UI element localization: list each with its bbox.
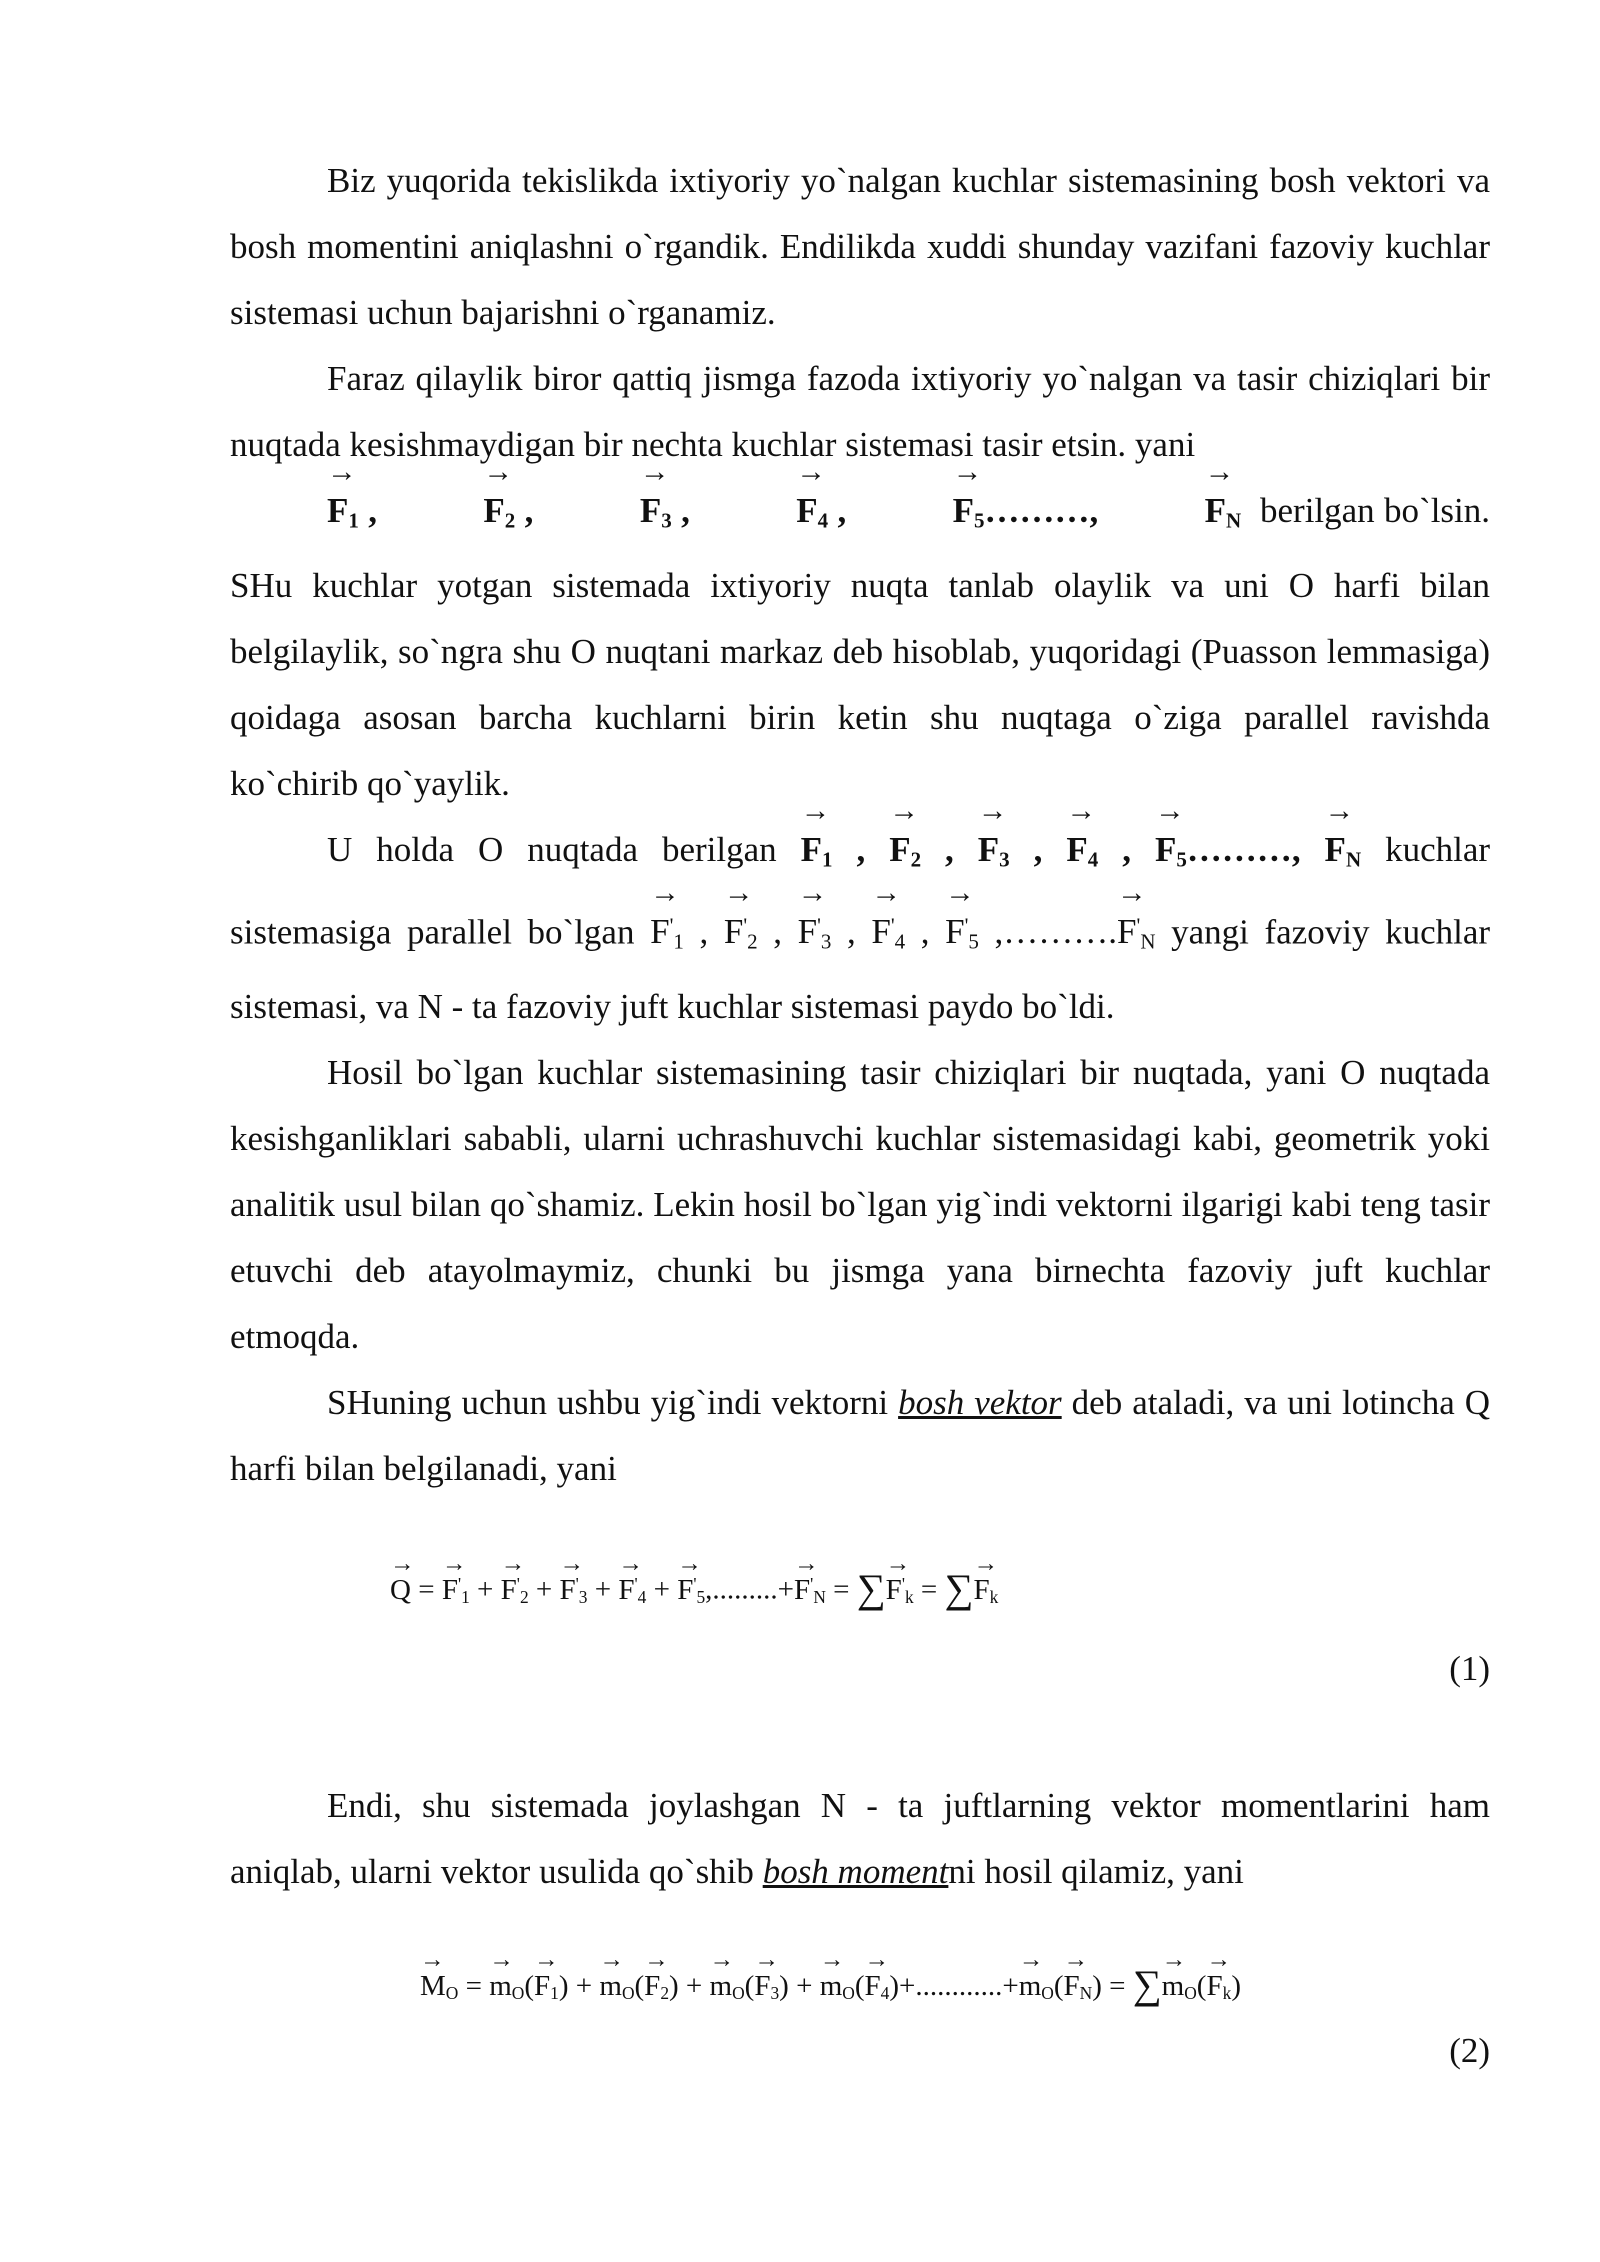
forces-list-formula-2: → $F_1$ , → $F_2$ , → $F_3$ , → $F_4$ , → $F_5\dots\dots\dots$, → $F_N$ — [801, 830, 1385, 869]
term-bosh-vektor: bosh vektor — [898, 1383, 1062, 1423]
paragraph-3-text-b: kuchlar — [1385, 830, 1491, 870]
paragraph-6-text-a: Endi, shu sistemada joylashgan N - ta juftlarning vektor momentlarini ham aniqlab, ularni vektor usulida qo`shib — [230, 1786, 1490, 1892]
paragraph-3-line-1 — [230, 817, 1490, 892]
equation-number-2: (2) — [1449, 2031, 1490, 2071]
paragraph-5-text-b: deb ataladi, va uni lotincha Q harfi bilan belgilanadi, yani — [230, 1383, 1491, 1489]
forces-list-formula: → $F_1$ , → $F_2$ , → $F_3$ , → $F_4$ , → $F_5\dots\dots\dots$, → $F_N$ — [230, 491, 1251, 530]
paragraph-5-text-a: SHuning uchun ushbu yig`indi vektorni — [327, 1383, 889, 1423]
equation-1: → Q = → $F'_1$ + → $F'_2$ + → $F'_3$ + → $F'_4$ + → $F'_5,.........+\to F'_N$ = ∑→ $F'_k$ = ∑→ $F_k$ — [230, 1564, 1490, 1617]
equation-2: → $M_O$ = → $m_O(\to F_1)$ + → $m_O(\to F_2)$ + → $m_O(\to F_3)$ + → $m_O(\to F_4)+............+\to m_O(\to F_N)$ = ∑→ $m_O(\to F_k)$ — [230, 1965, 1490, 2013]
primed-forces-formula: → $F'_1$ , → $F'_2$ , → $F'_3$ , → $F'_4$ , → $F'_5$ ,……….→ $F'_N$ — [650, 912, 1171, 951]
paragraph-3-text-d: yangi fazoviy kuchlar — [1171, 912, 1491, 951]
paragraph-2-text-b: berilgan bo`lsin. SHu kuchlar yotgan sistemada ixtiyoriy nuqta tanlab olaylik va uni O harfi bilan belgilaylik, so`ngra shu O nuqtani markaz deb hisoblab, yuqoridagi (Puasson lemmasiga) qoidaga asosan barcha kuchlarni birin ketin shu nuqtaga o`ziga parallel ravishda ko`chirib qo`yaylik. — [230, 491, 1491, 804]
paragraph-3-text-a: U holda O nuqtada berilgan — [327, 830, 777, 870]
paragraph-1: Biz yuqorida tekislikda ixtiyoriy yo`nalgan kuchlar sistemasining bosh vektori va bosh momentini aniqlashni o`rgandik. Endilikda xuddi shunday vazifani fazoviy kuchlar sistemasi uchun bajarishni o`rganamiz. — [230, 161, 1490, 332]
paragraph-4: Hosil bo`lgan kuchlar sistemasining tasir chiziqlari bir nuqtada, yani O nuqtada kesishganliklari sababli, ularni uchrashuvchi kuchlar sistemasidagi kabi, geometrik yoki analitik usul bilan qo`shamiz. Lekin hosil bo`lgan yig`indi vektorni ilgarigi kabi teng tasir etuvchi deb atayolmaymiz, chunki bu jismga yana birnechta fazoviy juft kuchlar etmoqda. — [230, 1053, 1490, 1357]
paragraph-5 — [230, 1370, 1490, 1502]
document-page — [230, 148, 1490, 2075]
term-bosh-moment: bosh moment — [762, 1852, 949, 1892]
equation-number-1: (1) — [1449, 1649, 1490, 1689]
paragraph-6-text-b: ni hosil qilamiz, yani — [948, 1852, 1244, 1892]
paragraph-6 — [230, 1773, 1490, 1905]
paragraph-3 — [230, 817, 1490, 1040]
paragraph-2-text-a: Faraz qilaylik biror qattiq jismga fazoda ixtiyoriy yo`nalgan va tasir chiziqlari bir nuqtada kesishmaydigan bir nechta kuchlar sistemasi tasir etsin. yani — [230, 359, 1490, 464]
paragraph-3-text-c: sistemasiga parallel bo`lgan — [230, 912, 635, 951]
paragraph-3-line-3: sistemasi, va N - ta fazoviy juft kuchlar sistemasi paydo bo`ldi. — [230, 987, 1115, 1027]
paragraph-2 — [230, 346, 1490, 817]
paragraph-3-line-2 — [230, 893, 1490, 975]
